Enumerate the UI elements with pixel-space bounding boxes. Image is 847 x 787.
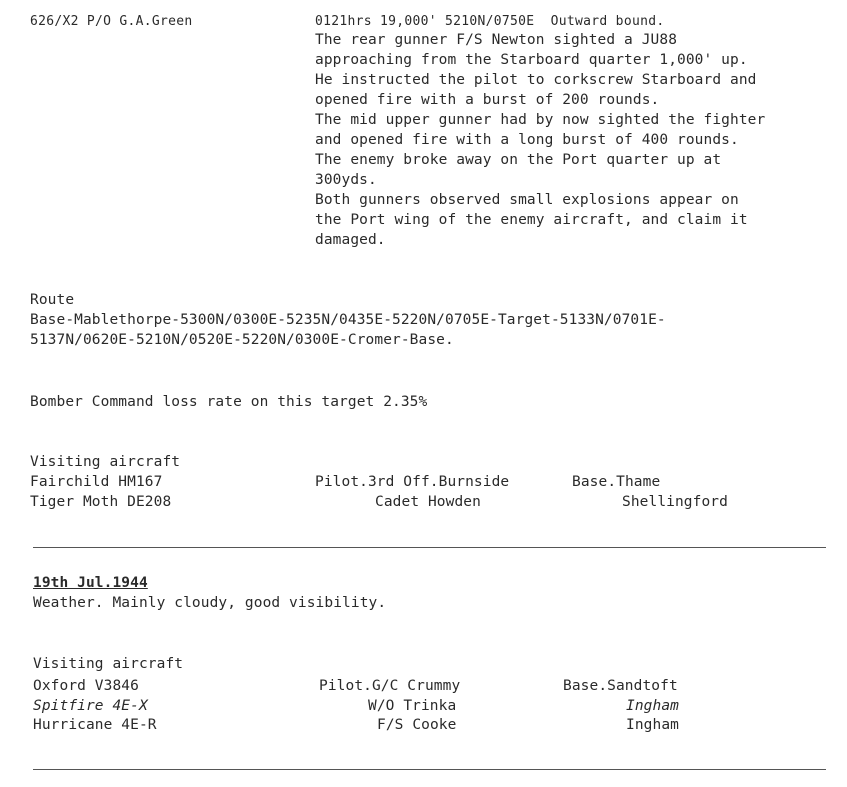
route-line: 5137N/0620E-5210N/0520E-5220N/0300E-Cromer-Base.: [30, 332, 454, 348]
base-name: Shellingford: [622, 494, 728, 510]
combat-header-line: 0121hrs 19,000' 5210N/0750E Outward bound.: [315, 14, 665, 29]
weather-line: Weather. Mainly cloudy, good visibility.: [33, 595, 387, 611]
route-label: Route: [30, 292, 75, 308]
pilot-name: Pilot.G/C Crummy: [319, 678, 461, 694]
aircraft-crew: 626/X2 P/O G.A.Green: [30, 14, 193, 29]
narrative-line: the Port wing of the enemy aircraft, and claim it: [315, 212, 748, 228]
visiting-aircraft-heading: Visiting aircraft: [33, 656, 184, 672]
base-name: Ingham: [626, 698, 679, 714]
aircraft-name: Fairchild HM167: [30, 474, 163, 490]
pilot-name: Cadet Howden: [375, 494, 481, 510]
narrative-line: and opened fire with a long burst of 400 rounds.: [315, 132, 739, 148]
visiting-aircraft-heading: Visiting aircraft: [30, 454, 181, 470]
aircraft-name: Spitfire 4E-X: [33, 698, 148, 714]
loss-rate: Bomber Command loss rate on this target 2.35%: [30, 394, 428, 410]
base-name: Base.Sandtoft: [563, 678, 678, 694]
entry-date: 19th Jul.1944: [33, 575, 148, 591]
base-name: Base.Thame: [572, 474, 661, 490]
narrative-line: The rear gunner F/S Newton sighted a JU88: [315, 32, 678, 48]
narrative-line: He instructed the pilot to corkscrew Starboard and: [315, 72, 757, 88]
aircraft-name: Oxford V3846: [33, 678, 139, 694]
narrative-line: approaching from the Starboard quarter 1,000' up.: [315, 52, 748, 68]
base-name: Ingham: [626, 717, 679, 733]
aircraft-name: Tiger Moth DE208: [30, 494, 172, 510]
narrative-line: 300yds.: [315, 172, 377, 188]
pilot-name: Pilot.3rd Off.Burnside: [315, 474, 510, 490]
pilot-name: F/S Cooke: [377, 717, 457, 733]
narrative-line: opened fire with a burst of 200 rounds.: [315, 92, 660, 108]
narrative-line: The enemy broke away on the Port quarter up at: [315, 152, 722, 168]
aircraft-name: Hurricane 4E-R: [33, 717, 157, 733]
section-divider: [33, 769, 826, 770]
section-divider: [33, 547, 826, 548]
route-line: Base-Mablethorpe-5300N/0300E-5235N/0435E-5220N/0705E-Target-5133N/0701E-: [30, 312, 666, 328]
narrative-line: Both gunners observed small explosions appear on: [315, 192, 739, 208]
pilot-name: W/O Trinka: [368, 698, 457, 714]
narrative-line: damaged.: [315, 232, 386, 248]
narrative-line: The mid upper gunner had by now sighted the fighter: [315, 112, 766, 128]
